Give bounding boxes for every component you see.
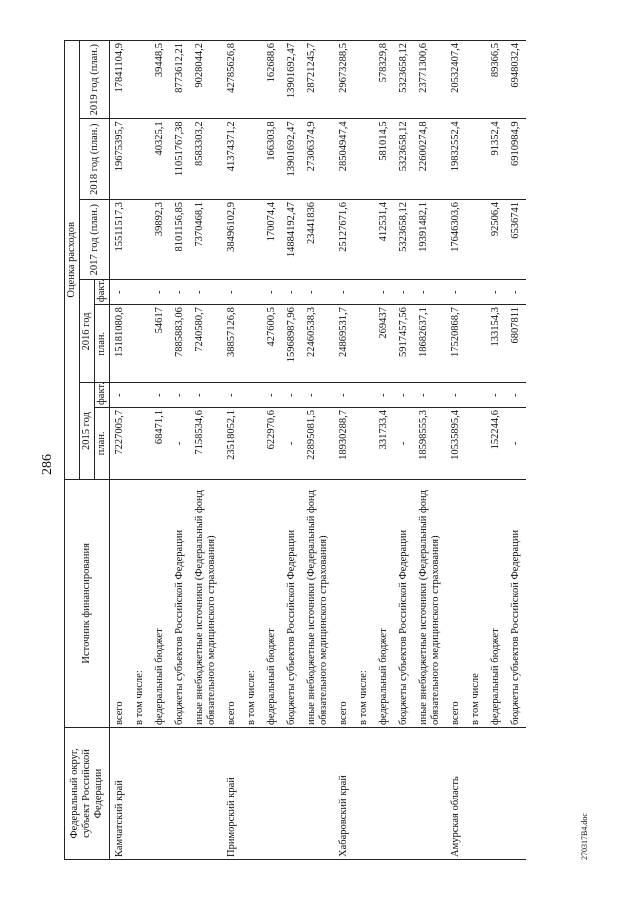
cell-v2017: 7370468,1 xyxy=(190,199,222,280)
table-row xyxy=(302,41,334,860)
cell-region xyxy=(242,727,262,859)
cell-v2016p xyxy=(242,305,262,383)
cell-v2015f: - xyxy=(222,383,242,408)
cell-v2015p: 7227005,7 xyxy=(110,408,131,480)
cell-v2018: 5323658,12 xyxy=(394,119,414,200)
expenditure-table xyxy=(64,40,526,860)
cell-v2018: 28504947,4 xyxy=(334,119,354,200)
cell-source: в том числе: xyxy=(130,479,150,727)
cell-v2016f: - xyxy=(110,280,131,305)
cell-v2017: 39892,3 xyxy=(150,199,170,280)
header-source: Источник финансирования xyxy=(65,479,110,727)
cell-v2016f: - xyxy=(334,280,354,305)
table-row xyxy=(282,41,302,860)
cell-v2015f: - xyxy=(334,383,354,408)
cell-v2016f: - xyxy=(446,280,466,305)
cell-region xyxy=(394,727,414,859)
cell-v2016p: 17520868,7 xyxy=(446,305,466,383)
cell-source: в том числе: xyxy=(354,479,374,727)
cell-v2019 xyxy=(354,41,374,119)
cell-v2019: 9028044,2 xyxy=(190,41,222,119)
cell-v2017: 38496102,9 xyxy=(222,199,242,280)
cell-v2016p: 5917457,56 xyxy=(394,305,414,383)
cell-v2018: 6910984,9 xyxy=(506,119,526,200)
cell-v2015f: - xyxy=(446,383,466,408)
cell-region: Хабаровский край xyxy=(334,727,354,859)
cell-v2018: 581014,5 xyxy=(374,119,394,200)
cell-v2019: 20532407,4 xyxy=(446,41,466,119)
cell-source: бюджеты субъектов Российской Федерации xyxy=(282,479,302,727)
cell-v2018: 40325,1 xyxy=(150,119,170,200)
cell-source: иные внебюджетные источники (Федеральный фонд обязательного медицинского страхования) xyxy=(302,479,334,727)
cell-v2015f xyxy=(466,383,486,408)
cell-region xyxy=(414,727,446,859)
cell-source: федеральный бюджет xyxy=(262,479,282,727)
cell-source: иные внебюджетные источники (Федеральный фонд обязательного медицинского страхования) xyxy=(414,479,446,727)
table-row xyxy=(506,41,526,860)
table-row xyxy=(394,41,414,860)
rotated-page xyxy=(32,40,602,860)
cell-v2016f xyxy=(130,280,150,305)
cell-v2016p: 133154,3 xyxy=(486,305,506,383)
table-row xyxy=(170,41,190,860)
cell-v2016f: - xyxy=(302,280,334,305)
cell-v2018: 166303,8 xyxy=(262,119,282,200)
cell-v2019 xyxy=(130,41,150,119)
cell-v2015p xyxy=(466,408,486,480)
cell-v2015p: 10535895,4 xyxy=(446,408,466,480)
cell-v2019: 6948032,4 xyxy=(506,41,526,119)
cell-region: Амурская область xyxy=(446,727,466,859)
cell-v2015p: 18598555,3 xyxy=(414,408,446,480)
header-2016-fact: факт. xyxy=(95,280,110,305)
cell-v2015f: - xyxy=(190,383,222,408)
cell-v2015f: - xyxy=(414,383,446,408)
cell-region: Приморский край xyxy=(222,727,242,859)
cell-v2016f: - xyxy=(262,280,282,305)
cell-v2017: 8101156,85 xyxy=(170,199,190,280)
table-row xyxy=(414,41,446,860)
cell-region xyxy=(466,727,486,859)
cell-v2015p: 22895081,5 xyxy=(302,408,334,480)
cell-v2016f: - xyxy=(222,280,242,305)
cell-source: всего xyxy=(110,479,131,727)
cell-source: бюджеты субъектов Российской Федерации xyxy=(170,479,190,727)
cell-v2015p xyxy=(354,408,374,480)
header-2018: 2018 год (план.) xyxy=(80,119,110,200)
cell-v2018 xyxy=(354,119,374,200)
cell-v2018: 19675395,7 xyxy=(110,119,131,200)
cell-v2015p: - xyxy=(506,408,526,480)
header-2015-plan: план. xyxy=(95,408,110,480)
cell-region: Камчатский край xyxy=(110,727,131,859)
cell-v2018 xyxy=(242,119,262,200)
cell-v2016f: - xyxy=(486,280,506,305)
cell-source: всего xyxy=(222,479,242,727)
cell-source: всего xyxy=(446,479,466,727)
cell-v2016f xyxy=(354,280,374,305)
cell-v2015p xyxy=(242,408,262,480)
cell-source: бюджеты субъектов Российской Федерации xyxy=(394,479,414,727)
cell-v2015p: - xyxy=(170,408,190,480)
table-row xyxy=(374,41,394,860)
cell-source: всего xyxy=(334,479,354,727)
table-row xyxy=(130,41,150,860)
cell-v2018: 13901692,47 xyxy=(282,119,302,200)
cell-v2016p xyxy=(354,305,374,383)
cell-v2016p: 18682637,1 xyxy=(414,305,446,383)
table-row xyxy=(446,41,466,860)
cell-v2016p: 427600,5 xyxy=(262,305,282,383)
cell-v2019: 28721245,7 xyxy=(302,41,334,119)
cell-v2015p: 18930288,7 xyxy=(334,408,354,480)
cell-v2016p: 7885883,06 xyxy=(170,305,190,383)
cell-v2017: 14884192,47 xyxy=(282,199,302,280)
cell-v2015p: 331733,4 xyxy=(374,408,394,480)
cell-v2016f: - xyxy=(394,280,414,305)
table-row xyxy=(262,41,282,860)
cell-v2016p: 38857126,8 xyxy=(222,305,242,383)
cell-source: иные внебюджетные источники (Федеральный фонд обязательного медицинского страхования) xyxy=(190,479,222,727)
cell-region xyxy=(190,727,222,859)
cell-v2015f: - xyxy=(170,383,190,408)
cell-v2016p: 15968987,96 xyxy=(282,305,302,383)
cell-v2015f xyxy=(242,383,262,408)
table-row xyxy=(190,41,222,860)
table-row xyxy=(222,41,242,860)
cell-v2016f xyxy=(242,280,262,305)
header-2017: 2017 год (план.) xyxy=(80,199,110,280)
cell-region xyxy=(486,727,506,859)
cell-region xyxy=(302,727,334,859)
cell-region xyxy=(262,727,282,859)
cell-v2017 xyxy=(354,199,374,280)
cell-v2019: 89366,5 xyxy=(486,41,506,119)
cell-v2017: 5323658,12 xyxy=(394,199,414,280)
table-row xyxy=(150,41,170,860)
cell-v2016p: 22460538,3 xyxy=(302,305,334,383)
cell-v2015f: - xyxy=(486,383,506,408)
footer-code: 270317B4.doc xyxy=(580,813,589,860)
cell-v2017: 6536741 xyxy=(506,199,526,280)
table-header xyxy=(65,41,110,860)
cell-v2016f: - xyxy=(170,280,190,305)
table-row xyxy=(110,41,131,860)
cell-v2017 xyxy=(466,199,486,280)
cell-source: в том числе: xyxy=(242,479,262,727)
cell-v2017: 25127671,6 xyxy=(334,199,354,280)
cell-region xyxy=(150,727,170,859)
cell-v2016f: - xyxy=(414,280,446,305)
table-row xyxy=(354,41,374,860)
cell-v2017 xyxy=(130,199,150,280)
cell-v2016p xyxy=(466,305,486,383)
cell-v2019: 13901692,47 xyxy=(282,41,302,119)
cell-v2019: 578329,8 xyxy=(374,41,394,119)
cell-v2018: 11051767,38 xyxy=(170,119,190,200)
cell-v2015f: - xyxy=(394,383,414,408)
cell-v2016f xyxy=(466,280,486,305)
cell-v2017: 19391482,1 xyxy=(414,199,446,280)
cell-v2018: 8583303,2 xyxy=(190,119,222,200)
cell-v2015p: 23518052,1 xyxy=(222,408,242,480)
cell-v2015f xyxy=(130,383,150,408)
cell-v2017: 23441836 xyxy=(302,199,334,280)
cell-v2018 xyxy=(466,119,486,200)
cell-v2019: 29673288,5 xyxy=(334,41,354,119)
cell-v2015f xyxy=(354,383,374,408)
cell-v2019: 8773612,21 xyxy=(170,41,190,119)
cell-v2016f: - xyxy=(374,280,394,305)
cell-v2016f: - xyxy=(190,280,222,305)
cell-v2018 xyxy=(130,119,150,200)
cell-v2015f: - xyxy=(110,383,131,408)
cell-v2016p: 24869531,7 xyxy=(334,305,354,383)
cell-v2015f: - xyxy=(506,383,526,408)
cell-v2015p: - xyxy=(282,408,302,480)
cell-source: федеральный бюджет xyxy=(486,479,506,727)
header-estimate: Оценка расходов xyxy=(65,41,80,480)
cell-v2018: 91352,4 xyxy=(486,119,506,200)
cell-v2015f: - xyxy=(282,383,302,408)
cell-v2019: 17841104,9 xyxy=(110,41,131,119)
cell-region xyxy=(354,727,374,859)
cell-v2015f: - xyxy=(374,383,394,408)
table-row xyxy=(486,41,506,860)
cell-source: федеральный бюджет xyxy=(150,479,170,727)
table-row xyxy=(334,41,354,860)
cell-v2016p: 6807811 xyxy=(506,305,526,383)
cell-v2015f: - xyxy=(302,383,334,408)
cell-v2015p: 152244,6 xyxy=(486,408,506,480)
cell-v2016f: - xyxy=(150,280,170,305)
cell-v2017: 412531,4 xyxy=(374,199,394,280)
cell-v2016f: - xyxy=(282,280,302,305)
cell-v2019: 162688,6 xyxy=(262,41,282,119)
table-row xyxy=(242,41,262,860)
cell-v2017: 170074,4 xyxy=(262,199,282,280)
cell-region xyxy=(130,727,150,859)
cell-source: бюджеты субъектов Российской Федерации xyxy=(506,479,526,727)
cell-v2015p xyxy=(130,408,150,480)
cell-v2019 xyxy=(466,41,486,119)
cell-v2015f: - xyxy=(262,383,282,408)
table-row xyxy=(466,41,486,860)
cell-v2015f: - xyxy=(150,383,170,408)
cell-v2016p: 15181080,8 xyxy=(110,305,131,383)
table-body xyxy=(110,41,527,860)
cell-v2019 xyxy=(242,41,262,119)
cell-region xyxy=(506,727,526,859)
cell-v2017 xyxy=(242,199,262,280)
cell-v2016f: - xyxy=(506,280,526,305)
cell-v2015p: 68471,1 xyxy=(150,408,170,480)
cell-v2015p: - xyxy=(394,408,414,480)
cell-v2016p: 54617 xyxy=(150,305,170,383)
cell-region xyxy=(374,727,394,859)
cell-v2016p: 7240580,7 xyxy=(190,305,222,383)
cell-v2017: 17646303,6 xyxy=(446,199,466,280)
cell-v2018: 27306374,9 xyxy=(302,119,334,200)
header-2019: 2019 год (план.) xyxy=(80,41,110,119)
cell-v2018: 19832552,4 xyxy=(446,119,466,200)
cell-region xyxy=(282,727,302,859)
cell-v2015p: 7158534,6 xyxy=(190,408,222,480)
cell-v2015p: 622970,6 xyxy=(262,408,282,480)
header-region: Федеральный округ, субъект Российской Федерации xyxy=(65,727,110,859)
cell-v2017: 15511517,3 xyxy=(110,199,131,280)
cell-region xyxy=(170,727,190,859)
header-2016: 2016 год xyxy=(80,280,95,383)
cell-v2019: 39448,5 xyxy=(150,41,170,119)
cell-v2016p xyxy=(130,305,150,383)
header-2015-fact: факт. xyxy=(95,383,110,408)
header-2015: 2015 год xyxy=(80,383,95,479)
cell-v2019: 5323658,12 xyxy=(394,41,414,119)
cell-source: федеральный бюджет xyxy=(374,479,394,727)
cell-source: в том числе xyxy=(466,479,486,727)
cell-v2017: 92506,4 xyxy=(486,199,506,280)
cell-v2018: 22600274,8 xyxy=(414,119,446,200)
cell-v2016p: 269437 xyxy=(374,305,394,383)
cell-v2018: 41374371,2 xyxy=(222,119,242,200)
header-2016-plan: план. xyxy=(95,305,110,383)
cell-v2019: 42785626,8 xyxy=(222,41,242,119)
page-number: 286 xyxy=(40,454,55,475)
cell-v2019: 23771300,6 xyxy=(414,41,446,119)
